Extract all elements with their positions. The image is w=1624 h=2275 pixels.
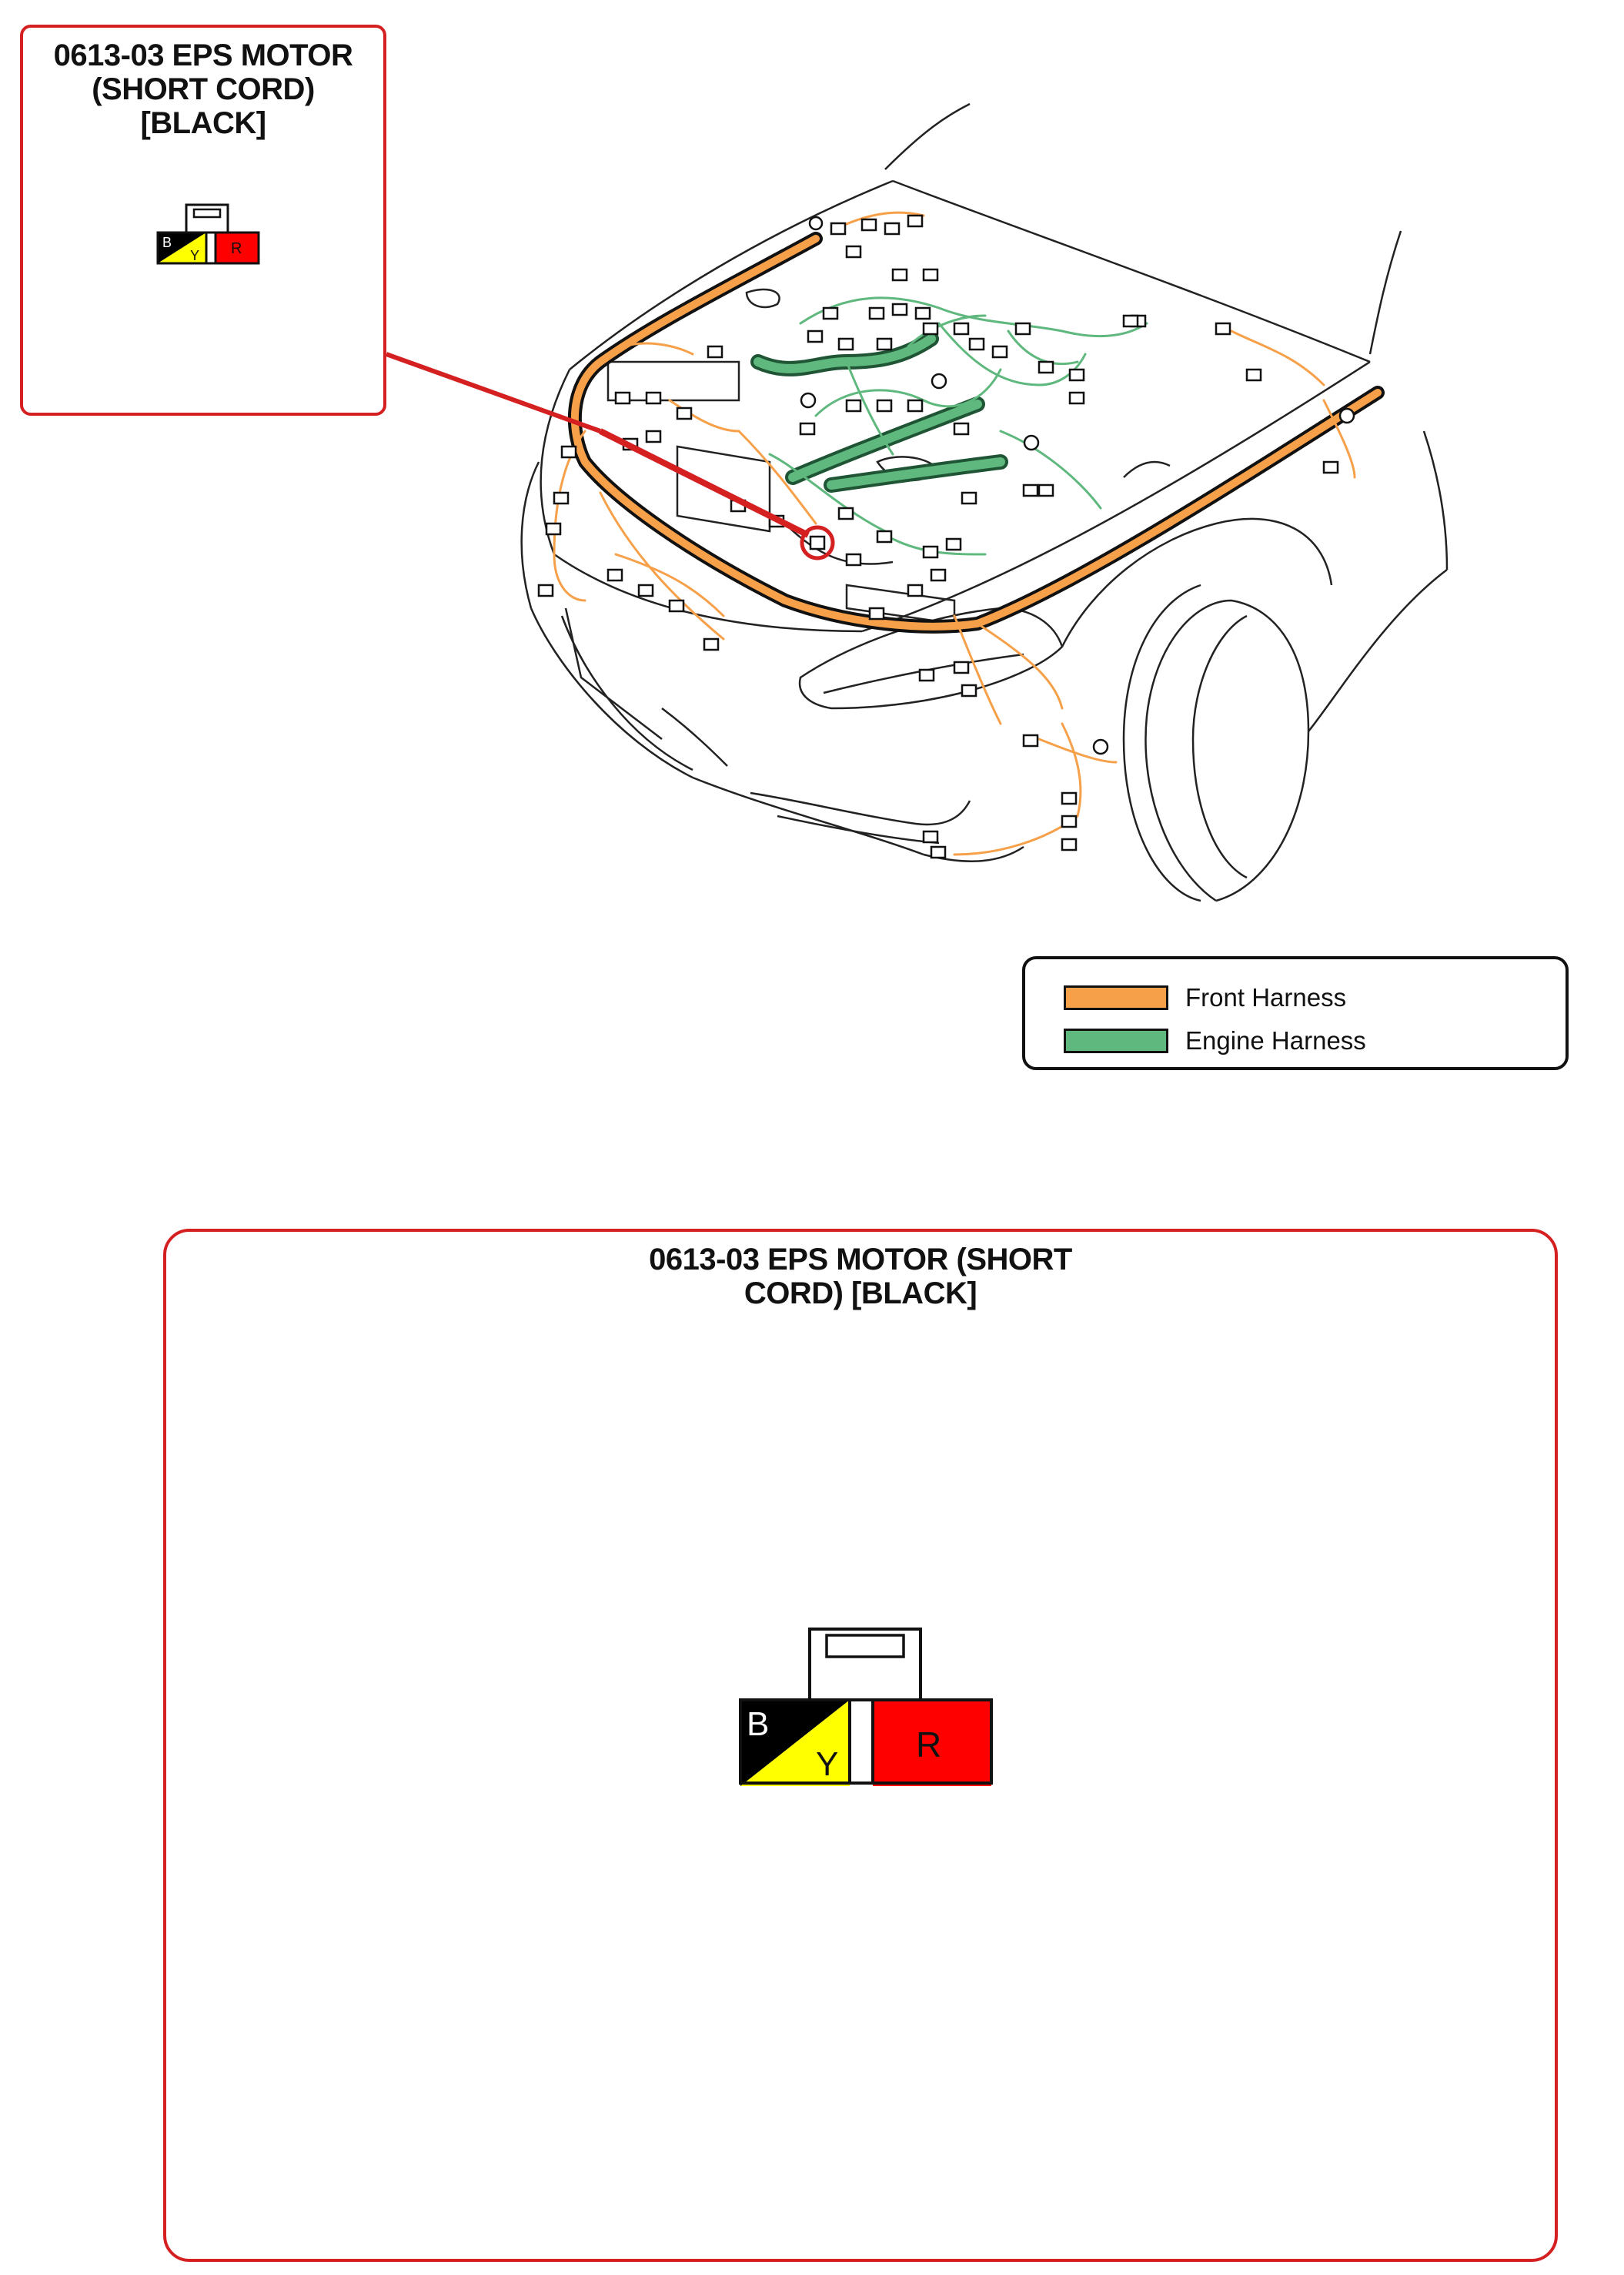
- legend-item-front-harness: [1064, 982, 1346, 1013]
- pin-label-b-large: B: [747, 1705, 770, 1743]
- legend-swatch-engine-harness: [1064, 1029, 1168, 1053]
- front-harness: [554, 212, 1378, 855]
- legend-label-engine-harness: Engine Harness: [1185, 1026, 1366, 1055]
- legend-item-engine-harness: [1064, 1025, 1366, 1056]
- callout-title: 0613-03 EPS MOTOR (SHORT CORD) [BLACK]: [53, 38, 353, 140]
- callout-box: [20, 25, 386, 416]
- pin-label-b-small: B: [162, 235, 172, 250]
- pin-label-r-small: R: [231, 240, 242, 257]
- pin-label-y-large: Y: [816, 1745, 839, 1783]
- legend-swatch-front-harness: [1064, 985, 1168, 1010]
- pin-label-y-small: Y: [190, 248, 200, 263]
- legend-label-front-harness: Front Harness: [1185, 983, 1347, 1012]
- connector-detail-box: [163, 1229, 1558, 2262]
- connector-face-small: [155, 203, 263, 266]
- callout-leader: [386, 354, 833, 558]
- eps-motor-connector-location: [810, 537, 824, 549]
- connector-face-large: [737, 1626, 996, 1786]
- pin-label-r-large: R: [916, 1725, 942, 1765]
- car-body-outline: [522, 104, 1447, 901]
- legend: [1022, 956, 1569, 1070]
- detail-title: 0613-03 EPS MOTOR (SHORT CORD) [BLACK]: [649, 1243, 1072, 1310]
